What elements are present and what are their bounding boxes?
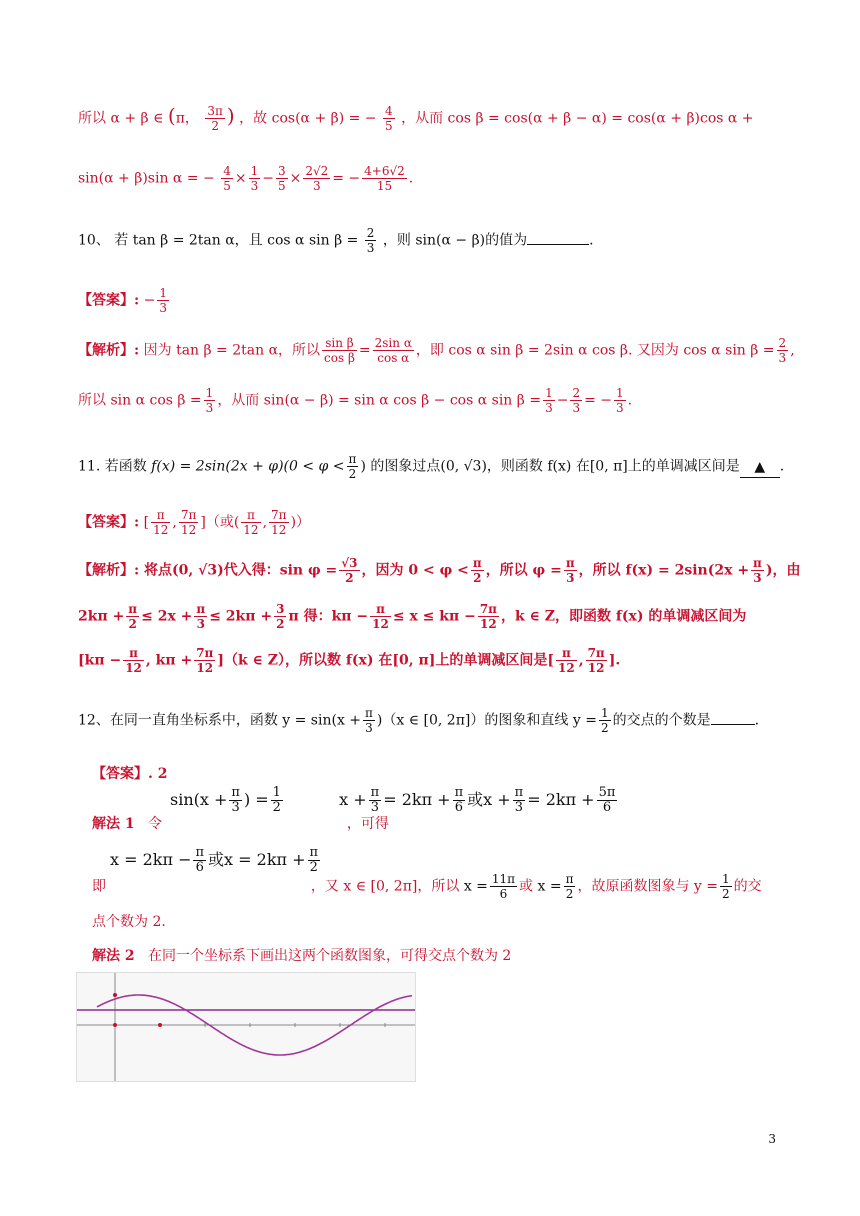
num: 3 bbox=[276, 602, 285, 616]
text: ，从而 cos β = cos(α + β − α) = cos(α + β)cos α + bbox=[401, 110, 754, 127]
frac bbox=[370, 602, 391, 631]
num: 2 bbox=[366, 226, 375, 240]
method-label: 解法 2 bbox=[92, 948, 135, 964]
num: 1 bbox=[159, 286, 167, 300]
den: cos α bbox=[377, 351, 410, 365]
text: x = bbox=[463, 878, 488, 895]
den: 3 bbox=[231, 800, 240, 815]
den: 3 bbox=[365, 721, 373, 735]
den: 3 bbox=[753, 571, 762, 585]
text: − bbox=[556, 392, 569, 409]
frac bbox=[556, 646, 577, 675]
frac bbox=[179, 508, 199, 537]
den: 12 bbox=[480, 617, 497, 631]
num: π bbox=[231, 785, 240, 800]
frac bbox=[365, 226, 377, 255]
frac bbox=[570, 386, 582, 415]
text: 即 bbox=[92, 878, 106, 895]
text: x + bbox=[483, 790, 511, 809]
frac bbox=[157, 286, 169, 315]
text: 因为 tan β = 2tan α，所以 bbox=[143, 342, 321, 359]
text: , kπ + bbox=[145, 652, 193, 669]
den: 12 bbox=[196, 661, 214, 675]
num: 7π bbox=[180, 508, 197, 522]
num: π bbox=[472, 556, 482, 570]
num: π bbox=[151, 508, 170, 523]
num: 7π bbox=[479, 602, 497, 616]
frac bbox=[586, 646, 607, 675]
q11-analysis-1 bbox=[78, 556, 800, 585]
den: 2 bbox=[565, 887, 574, 901]
num: sin β bbox=[322, 336, 357, 351]
den: 2 bbox=[309, 860, 318, 875]
num: 1 bbox=[272, 785, 281, 800]
den: 12 bbox=[271, 523, 287, 537]
q11-analysis-2 bbox=[78, 602, 746, 631]
text: ] bbox=[200, 514, 206, 531]
analysis-label: 【解析】: bbox=[78, 342, 140, 359]
text: × bbox=[289, 170, 302, 187]
frac bbox=[269, 508, 289, 537]
frac bbox=[564, 872, 576, 901]
text: [ bbox=[143, 514, 150, 531]
den: 15 bbox=[376, 179, 393, 193]
prev-line-1 bbox=[78, 104, 754, 133]
frac bbox=[303, 164, 330, 193]
den: 2 bbox=[211, 119, 219, 133]
den: 12 bbox=[372, 617, 389, 631]
point bbox=[158, 1023, 162, 1027]
text: 将点(0, √3)代入得：sin φ = bbox=[144, 562, 338, 579]
num: 1 bbox=[545, 386, 553, 400]
frac bbox=[597, 786, 618, 815]
q11-stem bbox=[78, 452, 784, 481]
func: f(x) = 2sin(2x + φ)(0 < φ < bbox=[151, 458, 345, 475]
frac bbox=[322, 336, 357, 365]
right-bracket: ) bbox=[226, 103, 235, 128]
frac bbox=[274, 602, 286, 631]
num: 7π bbox=[587, 646, 605, 660]
frac bbox=[383, 104, 395, 133]
den: 3 bbox=[572, 401, 581, 415]
frac bbox=[720, 872, 732, 901]
text: , bbox=[790, 342, 795, 359]
text: 的交点的个数是 bbox=[612, 712, 711, 729]
den: 12 bbox=[153, 523, 169, 537]
frac bbox=[564, 556, 577, 585]
num: 3 bbox=[277, 164, 286, 178]
den: 6 bbox=[499, 887, 508, 901]
text: 令 bbox=[147, 816, 162, 832]
text: （或( bbox=[205, 514, 240, 531]
num: 2 bbox=[572, 386, 581, 400]
den: 3 bbox=[514, 800, 524, 815]
text: = − bbox=[584, 392, 612, 409]
frac bbox=[123, 646, 144, 675]
num: 1 bbox=[205, 386, 214, 400]
num: 3π bbox=[207, 104, 223, 118]
frac bbox=[276, 164, 288, 193]
num: π bbox=[348, 452, 357, 466]
den: 12 bbox=[180, 523, 197, 537]
text: x + bbox=[339, 790, 367, 809]
text: 或 bbox=[519, 878, 534, 895]
q12-m1-eq bbox=[170, 786, 619, 815]
den: 2 bbox=[276, 617, 285, 631]
text: 或 bbox=[467, 790, 484, 809]
q12-m1-label bbox=[92, 814, 389, 834]
text: )，由 bbox=[765, 562, 801, 579]
text: 11. 若函数 bbox=[78, 458, 147, 475]
den: 3 bbox=[370, 800, 380, 815]
text: ，可得 bbox=[346, 816, 389, 832]
text: ，所以 f(x) = 2sin(2x + bbox=[578, 562, 750, 579]
num: π bbox=[370, 785, 380, 800]
text: 10、 若 tan β = 2tan α，且 cos α sin β = bbox=[78, 232, 359, 249]
num: π bbox=[195, 845, 205, 860]
num: π bbox=[556, 646, 577, 661]
den: 3 bbox=[196, 617, 205, 631]
q10-answer bbox=[78, 286, 171, 315]
text: . bbox=[754, 712, 760, 729]
text: = bbox=[358, 342, 371, 359]
num: π bbox=[365, 706, 373, 720]
frac bbox=[777, 336, 789, 365]
den: 3 bbox=[205, 401, 214, 415]
frac bbox=[249, 164, 261, 193]
text: 的交 bbox=[733, 878, 762, 895]
text: ) bbox=[360, 458, 366, 475]
den: 2 bbox=[600, 721, 609, 735]
text: )（x ∈ [0, 2π]）的图象和直线 y = bbox=[376, 712, 597, 729]
frac bbox=[453, 786, 466, 815]
frac bbox=[373, 336, 414, 365]
den: 3 bbox=[545, 401, 553, 415]
den: 12 bbox=[243, 523, 259, 537]
text: ，故原函数图象与 y = bbox=[577, 878, 719, 895]
den: 2 bbox=[128, 617, 137, 631]
den: 2 bbox=[722, 887, 730, 901]
frac bbox=[194, 646, 215, 675]
sine-graph bbox=[76, 972, 416, 1082]
frac bbox=[229, 786, 242, 815]
text: ，因为 0 < φ < bbox=[361, 562, 469, 579]
den: 12 bbox=[125, 661, 142, 675]
answer-label: 【答案】: bbox=[78, 514, 140, 531]
q10-stem bbox=[78, 226, 594, 255]
answer-blank: ▲ bbox=[740, 457, 780, 478]
text: − bbox=[262, 170, 274, 187]
den: 5 bbox=[385, 119, 393, 133]
text: = − bbox=[332, 170, 361, 187]
num: π bbox=[565, 872, 574, 886]
q12-m3: 点个数为 2. bbox=[92, 914, 166, 930]
den: 3 bbox=[159, 301, 167, 315]
text: 所以 sin α cos β = bbox=[78, 392, 202, 409]
frac bbox=[369, 786, 382, 815]
text: . bbox=[408, 170, 414, 187]
text: . bbox=[779, 458, 785, 475]
text: 2kπ + bbox=[78, 608, 125, 625]
frac bbox=[308, 846, 321, 875]
text: = 2kπ + bbox=[527, 790, 595, 809]
q11-answer bbox=[78, 508, 310, 537]
q12-m4 bbox=[92, 946, 511, 966]
num: 2√2 bbox=[305, 164, 329, 178]
frac bbox=[194, 602, 207, 631]
text: ≤ x ≤ kπ − bbox=[392, 608, 476, 625]
text: ) = bbox=[243, 790, 269, 809]
den: 2 bbox=[473, 571, 482, 585]
den: 6 bbox=[195, 860, 204, 875]
text: ，所以 φ = bbox=[485, 562, 562, 579]
text: 的图象过点(0, √3)，则函数 f(x) 在[0, π]上的单调减区间是 bbox=[370, 458, 740, 475]
q11-analysis-3 bbox=[78, 646, 620, 675]
text: ]（k ∈ Z），所以数 f(x) 在[0, π]上的单调减区间是[ bbox=[217, 652, 554, 669]
q10-analysis-1 bbox=[78, 336, 795, 365]
den: 3 bbox=[312, 179, 321, 193]
q12-m2-eq bbox=[110, 846, 322, 875]
point bbox=[113, 1023, 117, 1027]
left-bracket: ( bbox=[167, 103, 176, 128]
q12-m2 bbox=[92, 872, 762, 901]
num: √3 bbox=[341, 556, 358, 570]
num: 1 bbox=[250, 164, 259, 178]
num: 1 bbox=[616, 386, 624, 400]
frac bbox=[193, 846, 206, 875]
answer-blank bbox=[711, 710, 755, 725]
frac bbox=[543, 386, 555, 415]
den: 12 bbox=[587, 661, 605, 675]
text: , bbox=[172, 514, 177, 531]
text: ，则 sin(α − β)的值为 bbox=[382, 232, 528, 249]
frac bbox=[271, 786, 283, 815]
den: 5 bbox=[223, 179, 231, 193]
frac bbox=[126, 602, 139, 631]
frac bbox=[205, 104, 225, 133]
text: 所以 α + β ∈ bbox=[78, 110, 164, 127]
text: x = 2kπ − bbox=[110, 850, 192, 869]
num: 5π bbox=[598, 785, 616, 800]
den: 2 bbox=[348, 467, 357, 481]
num: 7π bbox=[271, 508, 287, 522]
den: 3 bbox=[566, 571, 575, 585]
num: 1 bbox=[722, 872, 730, 886]
text: = 2kπ + bbox=[383, 790, 451, 809]
den: 3 bbox=[616, 401, 624, 415]
num: π bbox=[454, 785, 464, 800]
den: 5 bbox=[277, 179, 286, 193]
text: x = bbox=[537, 878, 562, 895]
q12-stem bbox=[78, 706, 759, 735]
text: ≤ 2kπ + bbox=[209, 608, 273, 625]
text: , bbox=[262, 514, 268, 531]
text: 12、在同一直角坐标系中，函数 y = sin(x + bbox=[78, 712, 362, 729]
num: 4+6√2 bbox=[364, 164, 405, 178]
frac bbox=[363, 706, 375, 735]
num: 11π bbox=[491, 872, 516, 886]
text: ，即 cos α sin β = 2sin α cos β. 又因为 cos α sin β = bbox=[415, 342, 775, 359]
num: 4 bbox=[223, 164, 231, 178]
text: ，k ∈ Z，即函数 f(x) 的单调减区间为 bbox=[500, 608, 747, 625]
text: ，故 cos(α + β) = − bbox=[239, 110, 377, 127]
text: ，从而 sin(α − β) = sin α cos β − cos α sin β = bbox=[217, 392, 542, 409]
num: 7π bbox=[196, 646, 214, 660]
den: 6 bbox=[602, 800, 612, 815]
frac bbox=[490, 872, 517, 901]
num: π bbox=[123, 646, 144, 661]
num: 4 bbox=[385, 104, 393, 118]
frac bbox=[241, 508, 260, 537]
text: ≤ 2x + bbox=[141, 608, 193, 625]
frac bbox=[614, 386, 626, 415]
text: . bbox=[589, 232, 594, 249]
num: π bbox=[514, 785, 524, 800]
method-label: 解法 1 bbox=[92, 816, 135, 832]
frac bbox=[599, 706, 611, 735]
num: π bbox=[753, 556, 762, 570]
frac bbox=[221, 164, 233, 193]
num: π bbox=[370, 602, 391, 617]
num: π bbox=[565, 556, 575, 570]
num: 2 bbox=[778, 336, 787, 350]
q12-answer: 【答案】. 2 bbox=[92, 766, 168, 782]
text: ]. bbox=[608, 652, 621, 669]
frac bbox=[513, 786, 526, 815]
num: 2sin α bbox=[374, 336, 412, 350]
text: 在同一个坐标系下画出这两个函数图象，可得交点个数为 2 bbox=[147, 948, 512, 964]
text: ，又 x ∈ [0, 2π]，所以 bbox=[310, 878, 460, 895]
den: 2 bbox=[272, 800, 281, 815]
frac bbox=[204, 386, 216, 415]
text: )） bbox=[290, 514, 311, 531]
text: − bbox=[143, 292, 156, 309]
den: 12 bbox=[557, 661, 575, 675]
den: cos β bbox=[324, 351, 355, 365]
frac bbox=[347, 452, 359, 481]
num: 1 bbox=[600, 706, 609, 720]
text: 或 bbox=[208, 850, 225, 869]
num: π bbox=[196, 602, 206, 616]
den: 6 bbox=[454, 800, 463, 815]
num: π bbox=[128, 602, 138, 616]
analysis-label: 【解析】: bbox=[78, 562, 140, 579]
text: π， bbox=[175, 110, 199, 127]
frac bbox=[339, 556, 359, 585]
text: × bbox=[234, 170, 247, 187]
frac bbox=[751, 556, 764, 585]
page-number: 3 bbox=[768, 1132, 776, 1146]
frac bbox=[151, 508, 170, 537]
den: 3 bbox=[366, 241, 375, 255]
text: sin(α + β)sin α = − bbox=[78, 170, 215, 187]
prev-line-2 bbox=[78, 164, 413, 193]
text: sin(x + bbox=[170, 790, 228, 809]
text: [kπ − bbox=[78, 652, 122, 669]
den: 3 bbox=[250, 179, 259, 193]
frac bbox=[362, 164, 407, 193]
text: x = 2kπ + bbox=[224, 850, 306, 869]
text: . bbox=[627, 392, 633, 409]
answer-label: 【答案】: bbox=[78, 292, 140, 309]
frac bbox=[478, 602, 499, 631]
num: π bbox=[309, 845, 319, 860]
num: π bbox=[241, 508, 260, 523]
text: , bbox=[578, 652, 584, 669]
den: 3 bbox=[778, 351, 787, 365]
den: 2 bbox=[345, 571, 354, 585]
text: π 得：kπ − bbox=[288, 608, 369, 625]
q10-analysis-2 bbox=[78, 386, 632, 415]
frac bbox=[471, 556, 484, 585]
point bbox=[113, 993, 117, 997]
answer-blank bbox=[527, 230, 589, 245]
